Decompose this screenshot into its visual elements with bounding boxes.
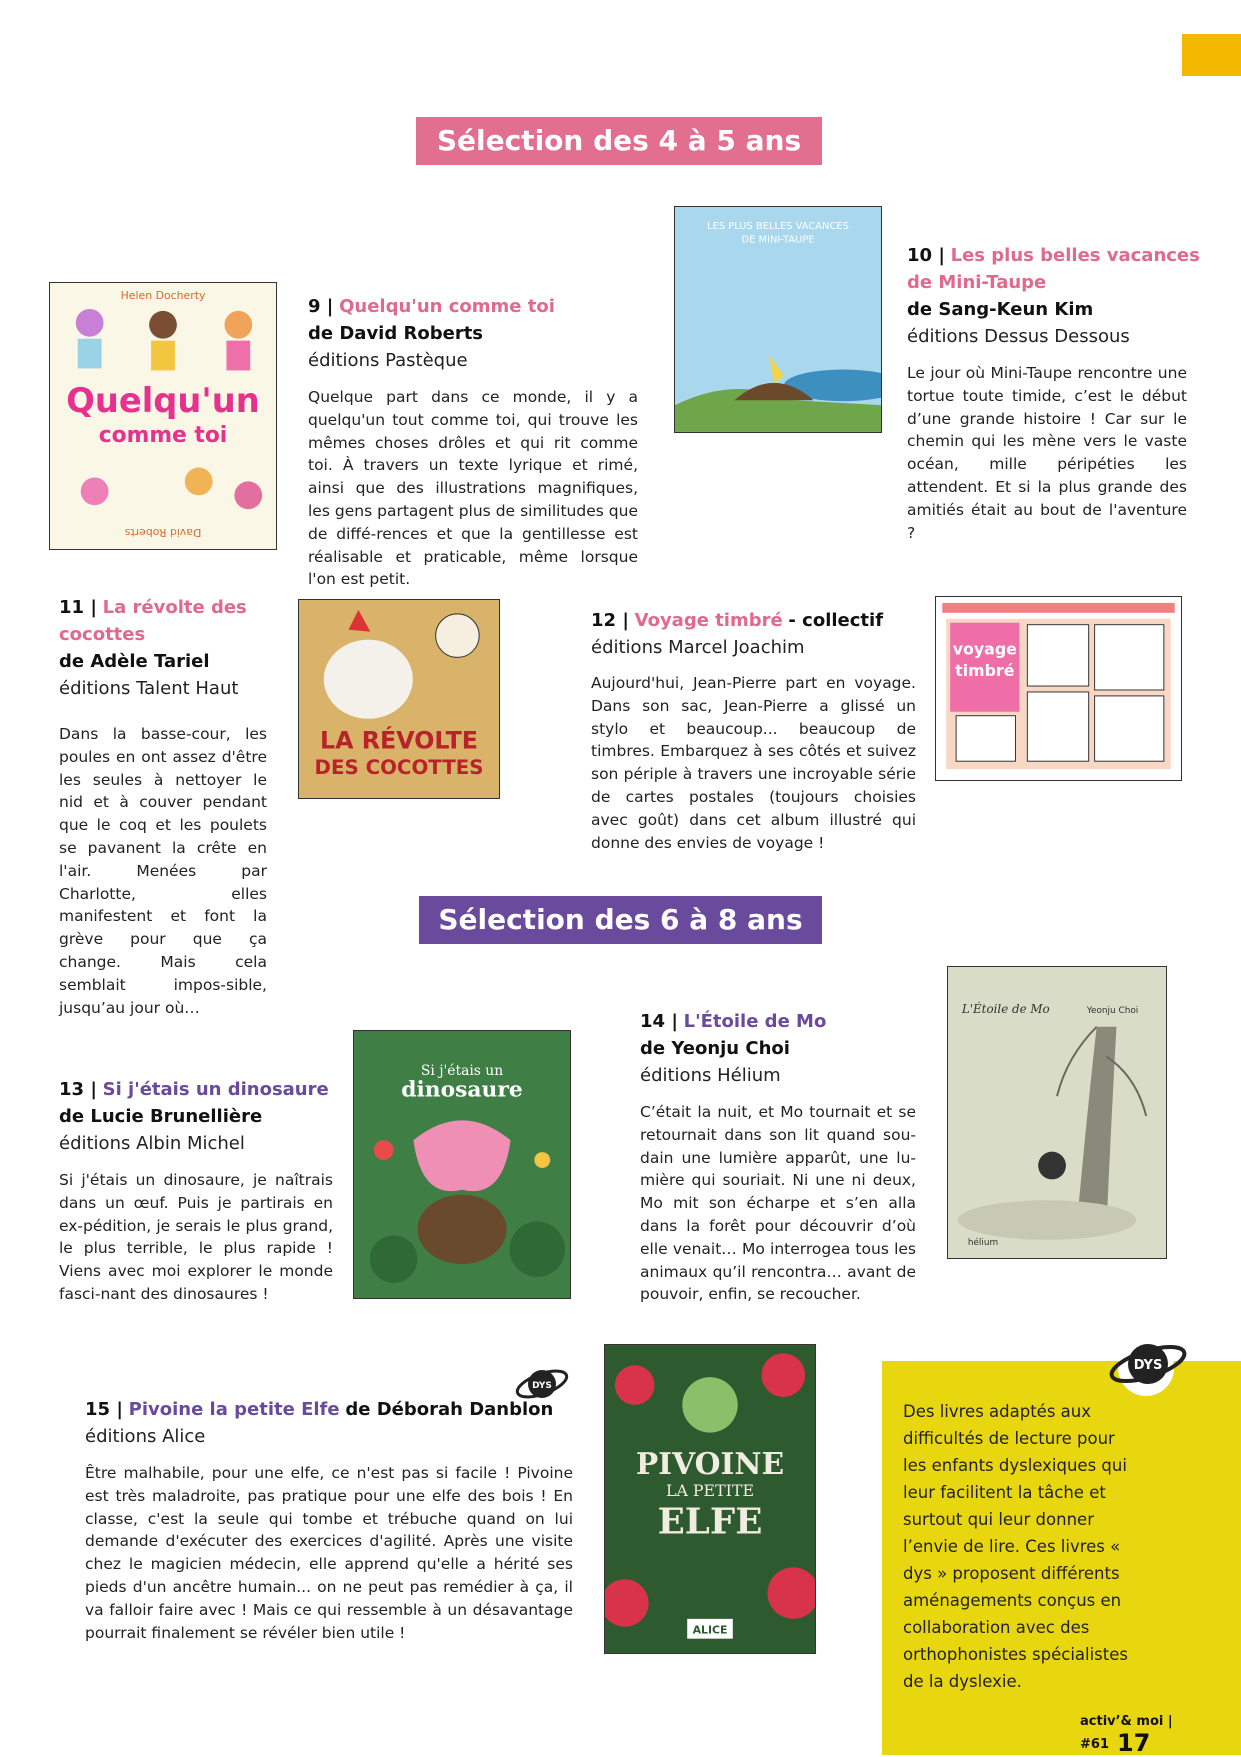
book-title: Pivoine la petite Elfe (128, 1399, 340, 1420)
book-heading-12 (591, 607, 911, 661)
book-number: 10 | (907, 245, 945, 266)
book-title: La révolte des (102, 597, 247, 618)
book-title: Si j'étais un dinosaure (102, 1079, 329, 1100)
page-number: 17 (1116, 1729, 1151, 1757)
cover-title-1: PIVOINE (635, 1447, 785, 1483)
book-heading-11 (59, 594, 269, 702)
cover-title-2: LA PETITE (665, 1481, 755, 1501)
cover-title: L'Étoile de Mo (961, 1001, 1050, 1016)
cover-title-1: Si j'étais un (420, 1062, 504, 1079)
book-summary-15: Être malhabile, pour une elfe, ce n'est pas si facile ! Pivoine est très maladroite, pas pratique pour une elfe des bois ! En classe, c'est la seule qui tombe et trébuche quand on lui demande d'exécuter des exercices d'agilité. Après une visite chez le magicien médecin, elle apprend qu'elle a hérité ses pieds d'un ancêtre humain... on ne peut pas remédier à ça, il va falloir faire avec ! Mais ce qui ressemble à un désavantage pourrait finalement se révéler bien utile ! (85, 1464, 573, 1642)
cover-title-1: Quelqu'un (66, 381, 260, 421)
book-cover-12 (935, 596, 1182, 781)
cover-title-2: dinosaure (401, 1077, 523, 1103)
dys-description: Des livres adaptés aux difficultés de lecture pour les enfants dyslexiques qui leur facilitent la tâche et surtout qui leur donner l’envie de lire. Ces livres « dys » proposent différents aménagements conçus en collaboration avec des orthophonistes spécialistes de la dyslexie. (903, 1402, 1128, 1691)
cover-title-1: LA RÉVOLTE (319, 726, 479, 755)
book-author: de Yeonju Choi (640, 1038, 790, 1059)
dys-badge-label: DYS (1133, 1358, 1163, 1373)
book-number: 13 | (59, 1079, 97, 1100)
book-summary-9: Quelque part dans ce monde, il y a quelqu'un tout comme toi, qui trouve les mêmes choses drôles et qui rit comme toi. À travers un texte lyrique et rimé, ainsi que des illustrations magnifiques, les gens partagent plus de similitudes que de diffé-rences et que la gentillesse est réalisable et praticable, même lorsque l'on est petit. (308, 388, 638, 589)
book-cover-13 (353, 1030, 571, 1299)
book-summary-14: C’était la nuit, et Mo tournait et se retournait dans son lit quand sou-dain une lumière apparût, une lu-mière qui souriait. Ni une ni deux, Mo mit son écharpe et s’en alla dans la forêt pour découvrir d’où elle venait… Mo interrogea tous les animaux qu’il rencontra… avant de pouvoir, enfin, se recoucher. (640, 1103, 916, 1304)
book-heading-10 (907, 242, 1237, 350)
section-banner-4-5: Sélection des 4 à 5 ans (416, 117, 822, 165)
book-publisher: éditions Pastèque (308, 350, 468, 371)
cover-author: Helen Docherty (120, 289, 206, 303)
book-author: de Sang-Keun Kim (907, 299, 1094, 320)
cover-title-2: DES COCOTTES (314, 756, 484, 780)
section-banner-6-8: Sélection des 6 à 8 ans (419, 896, 822, 944)
book-heading-9 (308, 293, 648, 374)
cover-publisher: ALICE (692, 1623, 728, 1637)
book-heading-14 (640, 1008, 930, 1089)
dys-badge-label: DYS (532, 1381, 552, 1391)
cover-title-2: DE MINI-TAUPE (741, 234, 815, 246)
book-author: de Déborah Danblon (345, 1399, 554, 1420)
cover-title-2: timbré (955, 661, 1015, 681)
book-heading-13 (59, 1076, 359, 1157)
page-corner-tab (1182, 34, 1241, 76)
cover-title-1: LES PLUS BELLES VACANCES (707, 220, 849, 232)
book-author: - collectif (788, 610, 884, 631)
book-publisher: éditions Albin Michel (59, 1133, 245, 1154)
book-publisher: éditions Dessus Dessous (907, 326, 1130, 347)
book-publisher: éditions Alice (85, 1426, 206, 1447)
book-summary-13: Si j'étais un dinosaure, je naîtrais dans un œuf. Puis je partirais en ex-pédition, je serais le plus grand, le plus terrible, le plus rapide ! Viens avec moi explorer le monde fasci-nant des dinosaures ! (59, 1171, 333, 1303)
book-number: 15 | (85, 1399, 123, 1420)
book-heading-15 (85, 1396, 565, 1450)
cover-publisher: hélium (967, 1237, 999, 1248)
book-summary-11: Dans la basse-cour, les poules en ont assez d'être les seules à nettoyer le nid et à couver pendant que le coq et les poulets se pavanent la crête en l'air. Menées par Charlotte, elles manifestent et font la grève pour que ça change. Mais cela semblait impos-sible, jusqu’au jour où… (59, 725, 267, 1017)
book-cover-11 (298, 599, 500, 799)
book-title: L'Étoile de Mo (683, 1011, 827, 1032)
book-number: 14 | (640, 1011, 678, 1032)
book-author: de David Roberts (308, 323, 484, 344)
book-publisher: éditions Hélium (640, 1065, 781, 1086)
book-publisher: éditions Marcel Joachim (591, 637, 805, 658)
book-title: Quelqu'un comme toi (339, 296, 555, 317)
book-number: 11 | (59, 597, 97, 618)
cover-title-1: voyage (952, 639, 1017, 659)
book-cover-9 (49, 282, 277, 550)
book-title-cont: de Mini-Taupe (907, 272, 1047, 293)
book-author: de Lucie Brunellière (59, 1106, 263, 1127)
dys-badge-large (1106, 1336, 1190, 1398)
book-author: de Adèle Tariel (59, 651, 210, 672)
book-number: 9 | (308, 296, 334, 317)
cover-author: Yeonju Choi (1086, 1005, 1139, 1016)
book-title: Les plus belles vacances (950, 245, 1200, 266)
book-cover-15 (604, 1344, 816, 1654)
book-cover-14 (947, 966, 1167, 1259)
magazine-name: activ’& moi | #61 (1080, 1714, 1173, 1752)
book-summary-12: Aujourd'hui, Jean-Pierre part en voyage. Dans son sac, Jean-Pierre a glissé un stylo et beaucoup... beaucoup de timbres. Embarquez à ses côtés et suivez son périple à travers une incroyable série de cartes postales (toujours choisies avec goût) dans cet album illustré qui donne des envies de voyage ! (591, 674, 916, 852)
cover-title-3: ELFE (657, 1501, 763, 1543)
cover-title-2: comme toi (98, 422, 228, 448)
book-cover-10 (674, 206, 882, 433)
book-number: 12 | (591, 610, 629, 631)
cover-illustrator: David Roberts (124, 526, 202, 539)
book-title-cont: cocottes (59, 624, 146, 645)
book-publisher: éditions Talent Haut (59, 678, 239, 699)
book-title: Voyage timbré (634, 610, 783, 631)
book-summary-10: Le jour où Mini-Taupe rencontre une tortue toute timide, c’est le début d’une grande histoire ! Car sur le chemin qui les mène vers le vaste océan, mille péripéties les attendent. Et si la plus grande des amitiés était au bout de l'aventure ? (907, 364, 1187, 542)
page-footer (1080, 1714, 1241, 1757)
